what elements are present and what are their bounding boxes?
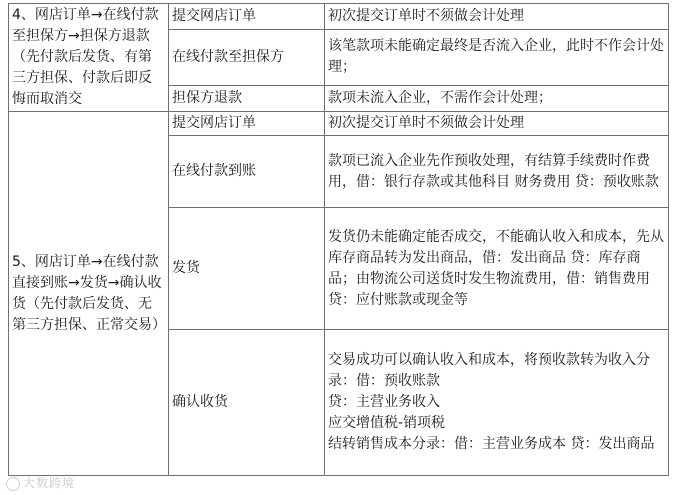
watermark-text: 大数跨境 (23, 476, 76, 490)
table-row (9, 112, 669, 136)
step-cell: 担保方退款 (169, 85, 325, 111)
step-cell: 提交网店订单 (169, 112, 325, 136)
treatment-cell: 款项未流入企业，不需作会计处理； (325, 85, 669, 111)
step-cell: 在线付款至担保方 (169, 30, 325, 86)
scenario-cell: 4、网店订单→在线付款至担保方→担保方退款（先付款后发货、有第三方担保、付款后即反悔而取消交 (9, 4, 169, 112)
treatment-cell: 发货仍未能确定能否成交，不能确认收入和成本，先从库存商品转为发出商品，借：发出商品 贷：库存商品；由物流公司送货时发生物流费用，借：销售费用 贷：应付账款或现金等 (325, 208, 669, 330)
step-cell: 确认收货 (169, 330, 325, 476)
scenario-cell: 5、网店订单→在线付款直接到账→发货→确认收货（先付款后发货、无第三方担保、正常交易） (9, 112, 169, 476)
treatment-cell: 款项已流入企业先作预收处理，有结算手续费时作费用，借：银行存款或其他科目 财务费用 贷：预收账款 (325, 136, 669, 208)
step-cell: 提交网店订单 (169, 4, 325, 30)
step-cell: 在线付款到账 (169, 136, 325, 208)
accounting-table (8, 3, 669, 476)
table-row (9, 4, 669, 30)
watermark (6, 474, 75, 491)
treatment-cell: 初次提交订单时不须做会计处理 (325, 4, 669, 30)
treatment-cell: 该笔款项未能确定最终是否流入企业，此时不作会计处理； (325, 30, 669, 86)
treatment-cell: 初次提交订单时不须做会计处理 (325, 112, 669, 136)
step-cell: 发货 (169, 208, 325, 330)
watermark-logo-icon (6, 477, 20, 491)
treatment-cell: 交易成功可以确认收入和成本，将预收款转为收入分录：借：预收账款 贷：主营业务收入 应交增值税-销项税 结转销售成本分录：借：主营业务成本 贷：发出商品 (325, 330, 669, 476)
